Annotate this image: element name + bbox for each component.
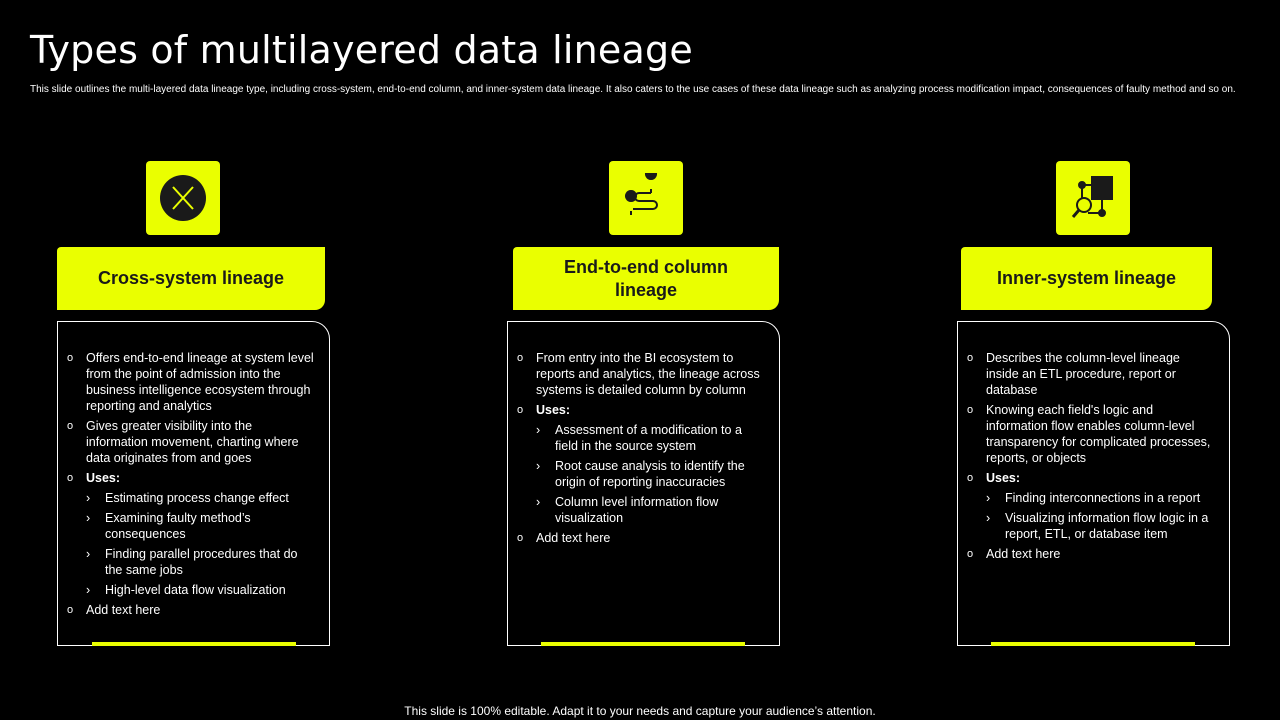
column-3-accent-bar <box>991 642 1195 646</box>
sub-list-item <box>67 546 315 578</box>
sub-list-item <box>67 582 315 598</box>
column-1-list <box>67 350 315 622</box>
page-subtitle: This slide outlines the multi-layered data lineage type, including cross-system, end-to-end column, and inner-system data lineage. It also caters to the use cases of these data lineage such as analyzing process modification impact, consequences of faulty method and so on. <box>30 84 1236 95</box>
list-item-text: Describes the column-level lineage inside an ETL procedure, report or database <box>986 351 1180 397</box>
column-1-heading: Cross-system lineage <box>97 268 285 288</box>
sub-list-item <box>67 490 315 506</box>
sub-list-item <box>517 458 765 490</box>
list-item-text: Knowing each field's logic and information flow enables column-level transparency for complicated processes, reports, or objects <box>986 403 1211 465</box>
list-item-text: Examining faulty method’s consequences <box>105 511 251 541</box>
sub-list-item <box>967 510 1215 542</box>
column-2-list <box>517 350 765 550</box>
sub-list-item <box>517 422 765 454</box>
sub-list-item <box>517 494 765 526</box>
column-2-card <box>507 321 780 646</box>
list-item <box>67 350 315 414</box>
column-1-card <box>57 321 330 646</box>
column-3-list <box>967 350 1215 566</box>
list-item-text: Assessment of a modification to a field in the source system <box>555 423 742 453</box>
column-2-heading-box <box>513 247 779 310</box>
list-item-text: From entry into the BI ecosystem to reports and analytics, the lineage across systems is detailed column by column <box>536 351 760 397</box>
list-item-text: Visualizing information flow logic in a report, ETL, or database item <box>1005 511 1209 541</box>
column-2-heading: End-to-end column lineage <box>564 256 728 300</box>
sub-list-item <box>967 490 1215 506</box>
list-item <box>967 546 1215 562</box>
list-item-text: Gives greater visibility into the information movement, charting where data originates from and goes <box>86 419 299 465</box>
column-1-accent-bar <box>92 642 296 646</box>
list-item <box>967 350 1215 398</box>
list-item <box>67 602 315 618</box>
data-network-icon <box>1056 161 1130 235</box>
list-item-text: Finding parallel procedures that do the same jobs <box>105 547 298 577</box>
list-item <box>517 530 765 546</box>
column-3-heading: Inner-system lineage <box>996 268 1177 288</box>
page-title: Types of multilayered data lineage <box>30 28 693 72</box>
list-item <box>67 418 315 466</box>
sub-list-item <box>67 510 315 542</box>
column-1-heading-box <box>57 247 325 310</box>
list-item-text: Uses: <box>86 471 121 485</box>
list-item-text: Add text here <box>86 603 161 617</box>
list-item-text: High-level data flow visualization <box>105 583 286 597</box>
uses-label <box>967 470 1215 486</box>
uses-label <box>517 402 765 418</box>
list-item-text: Uses: <box>536 403 571 417</box>
list-item-text: Estimating process change effect <box>105 491 289 505</box>
uses-label <box>67 470 315 486</box>
column-2-accent-bar <box>541 642 745 646</box>
list-item-text: Root cause analysis to identify the origin of reporting inaccuracies <box>555 459 745 489</box>
list-item-text: Column level information flow visualization <box>555 495 719 525</box>
list-item-text: Add text here <box>986 547 1061 561</box>
list-item <box>967 402 1215 466</box>
list-item-text: Uses: <box>986 471 1021 485</box>
column-3-card <box>957 321 1230 646</box>
list-item-text: Finding interconnections in a report <box>1005 491 1201 505</box>
list-item <box>517 350 765 398</box>
list-item-text: Add text here <box>536 531 611 545</box>
column-3-heading-box <box>961 247 1212 310</box>
footer-note: This slide is 100% editable. Adapt it to your needs and capture your audience’s attention. <box>404 704 876 718</box>
x-circle-icon <box>146 161 220 235</box>
route-pins-icon <box>609 161 683 235</box>
list-item-text: Offers end-to-end lineage at system level from the point of admission into the business intelligence ecosystem through reporting and analytics <box>86 351 314 413</box>
